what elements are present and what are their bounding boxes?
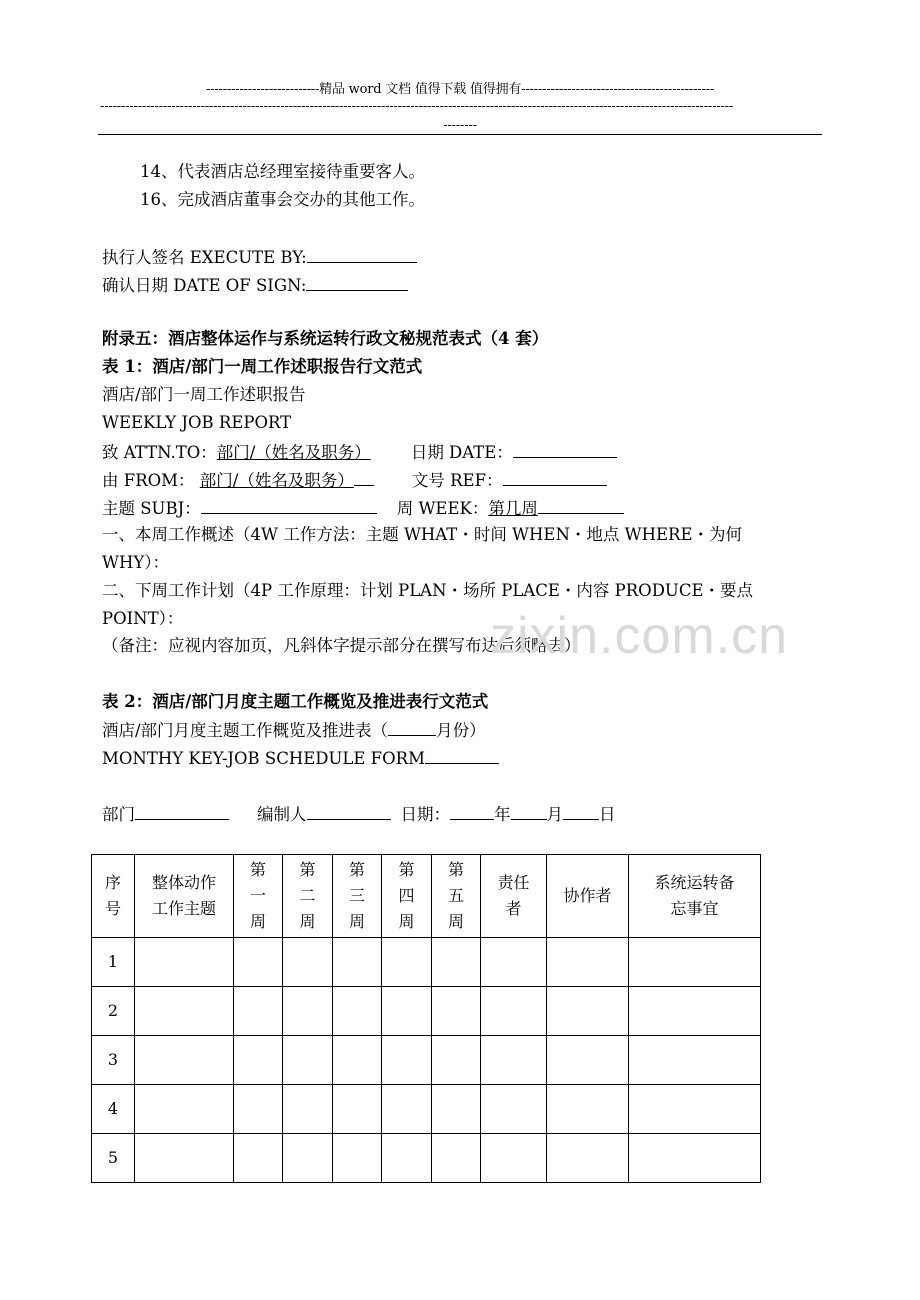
table2-name-en-blank[interactable] bbox=[425, 746, 499, 764]
duty-item-14: 14、代表酒店总经理室接待重要客人。 bbox=[140, 162, 425, 181]
month-blank[interactable] bbox=[388, 718, 436, 736]
form-date-label: 日期： bbox=[400, 805, 450, 824]
col-header-theme: 整体动作 工作主题 bbox=[135, 855, 234, 938]
table-cell[interactable] bbox=[629, 1134, 761, 1183]
table2-name-cn-post: 月份） bbox=[436, 721, 486, 740]
table-cell[interactable] bbox=[481, 987, 547, 1036]
col-header-index: 序 号 bbox=[92, 855, 135, 938]
dept-label: 部门 bbox=[102, 805, 135, 824]
header-rule bbox=[98, 134, 822, 135]
schedule-table bbox=[91, 854, 761, 1183]
date-of-sign-line bbox=[102, 273, 408, 297]
attn-line bbox=[102, 440, 617, 464]
table-cell[interactable] bbox=[234, 1036, 283, 1085]
ref-blank[interactable] bbox=[503, 468, 607, 486]
table-cell[interactable] bbox=[629, 1036, 761, 1085]
summary-line-1: 一、本周工作概述（4W 工作方法：主题 WHAT・时间 WHEN・地点 WHERE・为何 bbox=[102, 525, 742, 544]
schedule-table-header bbox=[92, 855, 761, 938]
day-blank[interactable] bbox=[563, 802, 599, 820]
table-cell[interactable] bbox=[629, 987, 761, 1036]
year-label: 年 bbox=[494, 805, 511, 824]
table-cell[interactable] bbox=[333, 1036, 382, 1085]
table-cell[interactable] bbox=[135, 938, 234, 987]
table-cell[interactable] bbox=[481, 1134, 547, 1183]
table-row bbox=[92, 938, 761, 987]
date-blank[interactable] bbox=[513, 440, 617, 458]
table-cell[interactable] bbox=[432, 938, 481, 987]
execute-by-line bbox=[102, 245, 417, 269]
day-label: 日 bbox=[599, 805, 616, 824]
col-header-week-1: 第 一 周 bbox=[234, 855, 283, 938]
table-cell[interactable] bbox=[135, 1036, 234, 1085]
execute-by-blank[interactable] bbox=[307, 245, 417, 263]
subj-line bbox=[102, 496, 624, 520]
plan-line-2: POINT）： bbox=[102, 609, 184, 628]
year-blank[interactable] bbox=[450, 802, 494, 820]
editor-blank[interactable] bbox=[307, 802, 391, 820]
table-cell[interactable] bbox=[382, 1036, 432, 1085]
table-cell[interactable] bbox=[135, 1085, 234, 1134]
table-cell[interactable] bbox=[382, 938, 432, 987]
dept-editor-date-line bbox=[102, 802, 616, 826]
page-header-dashes-tail: -------- bbox=[443, 118, 477, 133]
table-cell[interactable] bbox=[135, 1134, 234, 1183]
table-row bbox=[92, 1134, 761, 1183]
table-cell[interactable] bbox=[481, 1036, 547, 1085]
col-header-memo: 系统运转备 忘事宜 bbox=[629, 855, 761, 938]
col-header-owner: 责任 者 bbox=[481, 855, 547, 938]
table-cell[interactable] bbox=[629, 938, 761, 987]
table-cell[interactable] bbox=[234, 1085, 283, 1134]
table1-title: 表 1：酒店/部门一周工作述职报告行文范式 bbox=[102, 357, 423, 376]
table-cell[interactable] bbox=[283, 1036, 333, 1085]
table-cell[interactable] bbox=[333, 1134, 382, 1183]
table-cell[interactable] bbox=[333, 987, 382, 1036]
col-header-week-5: 第 五 周 bbox=[432, 855, 481, 938]
table-cell[interactable] bbox=[432, 1134, 481, 1183]
table1-note: （备注：应视内容加页，凡斜体字提示部分在撰写布达后须略去） bbox=[102, 636, 581, 655]
table-cell[interactable] bbox=[283, 987, 333, 1036]
subj-label: 主题 SUBJ： bbox=[102, 499, 201, 518]
dept-blank[interactable] bbox=[135, 802, 229, 820]
table-cell[interactable] bbox=[547, 938, 629, 987]
table-row bbox=[92, 1085, 761, 1134]
date-label: 日期 DATE： bbox=[410, 443, 513, 462]
table-cell[interactable] bbox=[547, 1134, 629, 1183]
month-value-blank[interactable] bbox=[511, 802, 547, 820]
month-label: 月 bbox=[546, 805, 563, 824]
row-index: 4 bbox=[92, 1085, 135, 1134]
table-cell[interactable] bbox=[333, 938, 382, 987]
table2-name-cn-pre: 酒店/部门月度主题工作概览及推进表（ bbox=[102, 721, 389, 740]
table-cell[interactable] bbox=[547, 987, 629, 1036]
table-cell[interactable] bbox=[283, 1134, 333, 1183]
from-blank-tail bbox=[354, 468, 374, 486]
table-cell[interactable] bbox=[333, 1085, 382, 1134]
table-cell[interactable] bbox=[432, 987, 481, 1036]
summary-line-2: WHY）： bbox=[102, 553, 169, 572]
row-index: 2 bbox=[92, 987, 135, 1036]
table-cell[interactable] bbox=[432, 1036, 481, 1085]
from-line bbox=[102, 468, 607, 492]
table-cell[interactable] bbox=[283, 938, 333, 987]
table-cell[interactable] bbox=[234, 1134, 283, 1183]
table-cell[interactable] bbox=[283, 1085, 333, 1134]
table-cell[interactable] bbox=[382, 987, 432, 1036]
ref-label: 文号 REF： bbox=[411, 471, 503, 490]
row-index: 5 bbox=[92, 1134, 135, 1183]
table1-name-en: WEEKLY JOB REPORT bbox=[102, 413, 292, 432]
table2-title: 表 2：酒店/部门月度主题工作概览及推进表行文范式 bbox=[102, 692, 489, 711]
page-header-banner: ---------------------------精品 word 文档 值得下载 值得拥有---------------------------------------------- bbox=[205, 82, 715, 97]
date-of-sign-blank[interactable] bbox=[306, 273, 408, 291]
table-cell[interactable] bbox=[481, 1085, 547, 1134]
row-index: 3 bbox=[92, 1036, 135, 1085]
appendix-title: 附录五：酒店整体运作与系统运转行政文秘规范表式（4 套） bbox=[102, 329, 549, 348]
table-cell[interactable] bbox=[629, 1085, 761, 1134]
from-label: 由 FROM： bbox=[102, 471, 195, 490]
col-header-week-2: 第 二 周 bbox=[283, 855, 333, 938]
col-header-collaborator: 协作者 bbox=[547, 855, 629, 938]
week-label: 周 WEEK： bbox=[396, 499, 489, 518]
table2-name-cn bbox=[102, 718, 486, 742]
week-value: 第几周 bbox=[488, 499, 538, 518]
duty-item-16: 16、完成酒店董事会交办的其他工作。 bbox=[140, 190, 425, 209]
execute-by-label: 执行人签名 EXECUTE BY: bbox=[102, 248, 307, 267]
table-cell[interactable] bbox=[234, 938, 283, 987]
table1-name-cn: 酒店/部门一周工作述职报告 bbox=[102, 385, 306, 404]
table-cell[interactable] bbox=[481, 938, 547, 987]
attn-value: 部门/（姓名及职务） bbox=[216, 443, 371, 462]
table-cell[interactable] bbox=[234, 987, 283, 1036]
from-value: 部门/（姓名及职务） bbox=[199, 471, 354, 490]
subj-blank[interactable] bbox=[201, 496, 377, 514]
table-cell[interactable] bbox=[547, 1085, 629, 1134]
attn-label: 致 ATTN.TO： bbox=[102, 443, 217, 462]
editor-label: 编制人 bbox=[257, 805, 307, 824]
plan-line-1: 二、下周工作计划（4P 工作原理：计划 PLAN・场所 PLACE・内容 PRODUCE・要点 bbox=[102, 581, 753, 600]
table2-name-en: MONTHY KEY-JOB SCHEDULE FORM bbox=[102, 749, 425, 768]
table-cell[interactable] bbox=[382, 1134, 432, 1183]
table-cell[interactable] bbox=[547, 1036, 629, 1085]
date-of-sign-label: 确认日期 DATE OF SIGN: bbox=[102, 276, 307, 295]
row-index: 1 bbox=[92, 938, 135, 987]
table-row bbox=[92, 987, 761, 1036]
page-header-dashes: ------------------------------------------------------------------------------------------------------------------------------------------------------- bbox=[100, 99, 734, 114]
col-header-week-4: 第 四 周 bbox=[382, 855, 432, 938]
table2-name-en-line bbox=[102, 746, 499, 770]
col-header-week-3: 第 三 周 bbox=[333, 855, 382, 938]
table-cell[interactable] bbox=[135, 987, 234, 1036]
table-cell[interactable] bbox=[382, 1085, 432, 1134]
table-row bbox=[92, 1036, 761, 1085]
watermark: zixin.com.cn bbox=[490, 607, 789, 665]
week-blank[interactable] bbox=[538, 496, 624, 514]
table-cell[interactable] bbox=[432, 1085, 481, 1134]
